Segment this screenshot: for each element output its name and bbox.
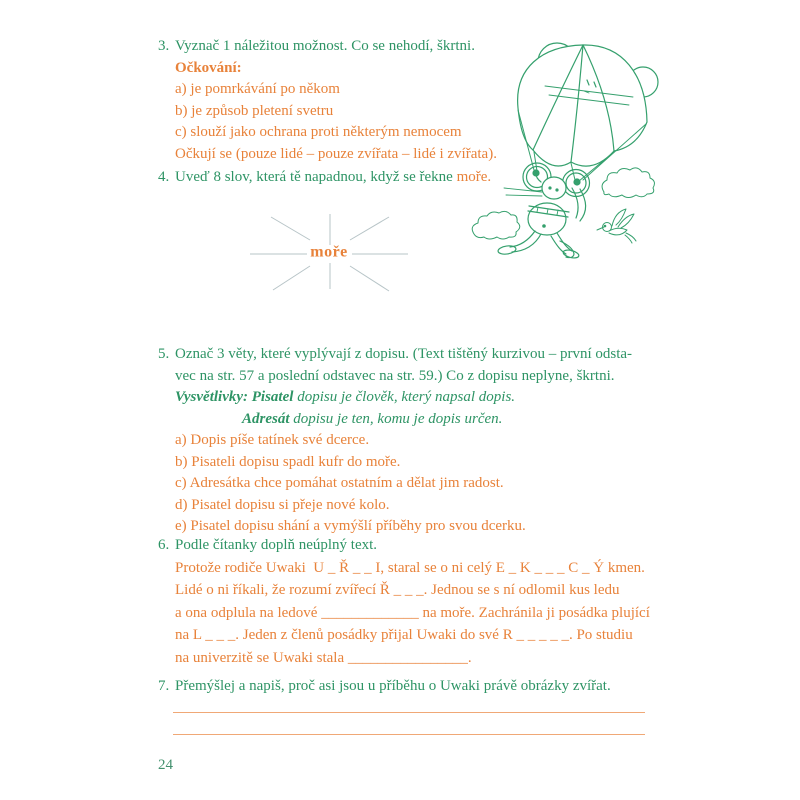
exercise-3-option-b: b) je způsob pletení svetru [175, 102, 334, 119]
exercise-6-head [158, 535, 650, 557]
exercise-4-head [158, 167, 491, 189]
exercise-3-number: 3. [158, 38, 170, 54]
exercise-6-text-line1: Protože rodiče Uwaki U _ Ř _ _ I, staral se o ni celý E _ K _ _ _ C _ Ý kmen. [175, 559, 645, 576]
exercise-6-number: 6. [158, 537, 170, 553]
exercise-3-instruction: Vyznač 1 náležitou možnost. Co se nehodí, škrtni. [175, 38, 475, 54]
exercise-6-text-line3: a ona odplula na ledové _____________ na moře. Zachránila ji posádka plující [175, 604, 650, 621]
mouse-parachute-illustration [463, 26, 703, 274]
exercise-3-head [158, 36, 497, 58]
exercise-5 [158, 344, 632, 538]
legend-term-pisatel: Pisatel [251, 389, 294, 405]
exercise-6-text-line5: na univerzitě se Uwaki stala ________________. [175, 649, 472, 666]
exercise-6-text-line2: Lidé o ni říkali, že rozumí zvířecí Ř _ _ _. Jednou se s ní odlomil kus ledu [175, 582, 620, 599]
exercise-5-instruction-line2: vec na str. 57 a poslední odstavec na str. 59.) Co z dopisu neplyne, škrtni. [175, 367, 615, 384]
legend-term-adresat: Adresát [242, 410, 290, 427]
cloud-right-icon [602, 168, 654, 198]
exercise-4-number: 4. [158, 169, 170, 185]
page-number: 24 [158, 757, 173, 773]
exercise-6 [158, 535, 650, 669]
parachute-canopy-icon [518, 43, 658, 166]
exercise-5-head [158, 344, 632, 366]
exercise-4-instruction: Uveď 8 slov, která tě napadnou, když se řekne [175, 169, 457, 185]
exercise-5-instruction-line1: Označ 3 věty, které vyplývají z dopisu. (Text tištěný kurzivou – první odsta- [175, 346, 633, 362]
exercise-5-option-e: e) Pisatel dopisu shání a vymýšlí příběhy pro svou dcerku. [175, 518, 526, 534]
exercise-3-heading: Očkování: [175, 59, 242, 76]
exercise-7-instruction: Přemýšlej a napiš, proč asi jsou u příběhu o Uwaki právě obrázky zvířat. [175, 678, 611, 694]
exercise-3 [158, 36, 497, 165]
exercise-7 [158, 676, 611, 698]
exercise-4-keyword: moře. [456, 169, 492, 185]
exercise-5-option-c: c) Adresátka chce pomáhat ostatním a dělat jim radost. [175, 475, 504, 491]
bird-icon [597, 209, 636, 243]
exercise-3-option-c: c) slouží jako ochrana proti některým nemocem [175, 124, 462, 140]
exercise-5-number: 5. [158, 346, 170, 362]
exercise-5-legend-line1 [158, 387, 632, 409]
exercise-4 [158, 167, 491, 189]
legend-text-adresat: dopisu je ten, komu je dopis určen. [289, 410, 503, 427]
legend-label: Vysvětlivky: [175, 389, 252, 405]
exercise-6-instruction: Podle čítanky doplň neúplný text. [175, 537, 378, 553]
exercise-6-text-line4: na L _ _ _. Jeden z členů posádky přijal Uwaki do své R _ _ _ _ _. Po studiu [175, 627, 633, 644]
cloud-left-icon [472, 211, 520, 239]
legend-text-pisatel: dopisu je člověk, který napsal dopis. [293, 389, 516, 405]
exercise-7-head [158, 676, 611, 698]
exercise-5-option-a: a) Dopis píše tatínek své dcerce. [175, 432, 370, 448]
answer-line-1 [173, 712, 645, 713]
exercise-5-legend-line2 [158, 409, 632, 431]
answer-line-2 [173, 734, 645, 735]
word-map-center-word: moře [310, 243, 348, 261]
exercise-5-option-b: b) Pisateli dopisu spadl kufr do moře. [175, 453, 401, 470]
mouse-icon [498, 163, 590, 259]
exercise-5-option-d: d) Pisatel dopisu si přeje nové kolo. [175, 496, 390, 513]
exercise-3-option-a: a) je pomrkávání po někom [175, 81, 340, 97]
exercise-7-number: 7. [158, 678, 170, 694]
exercise-3-footer: Očkují se (pouze lidé – pouze zvířata – lidé i zvířata). [175, 145, 497, 162]
